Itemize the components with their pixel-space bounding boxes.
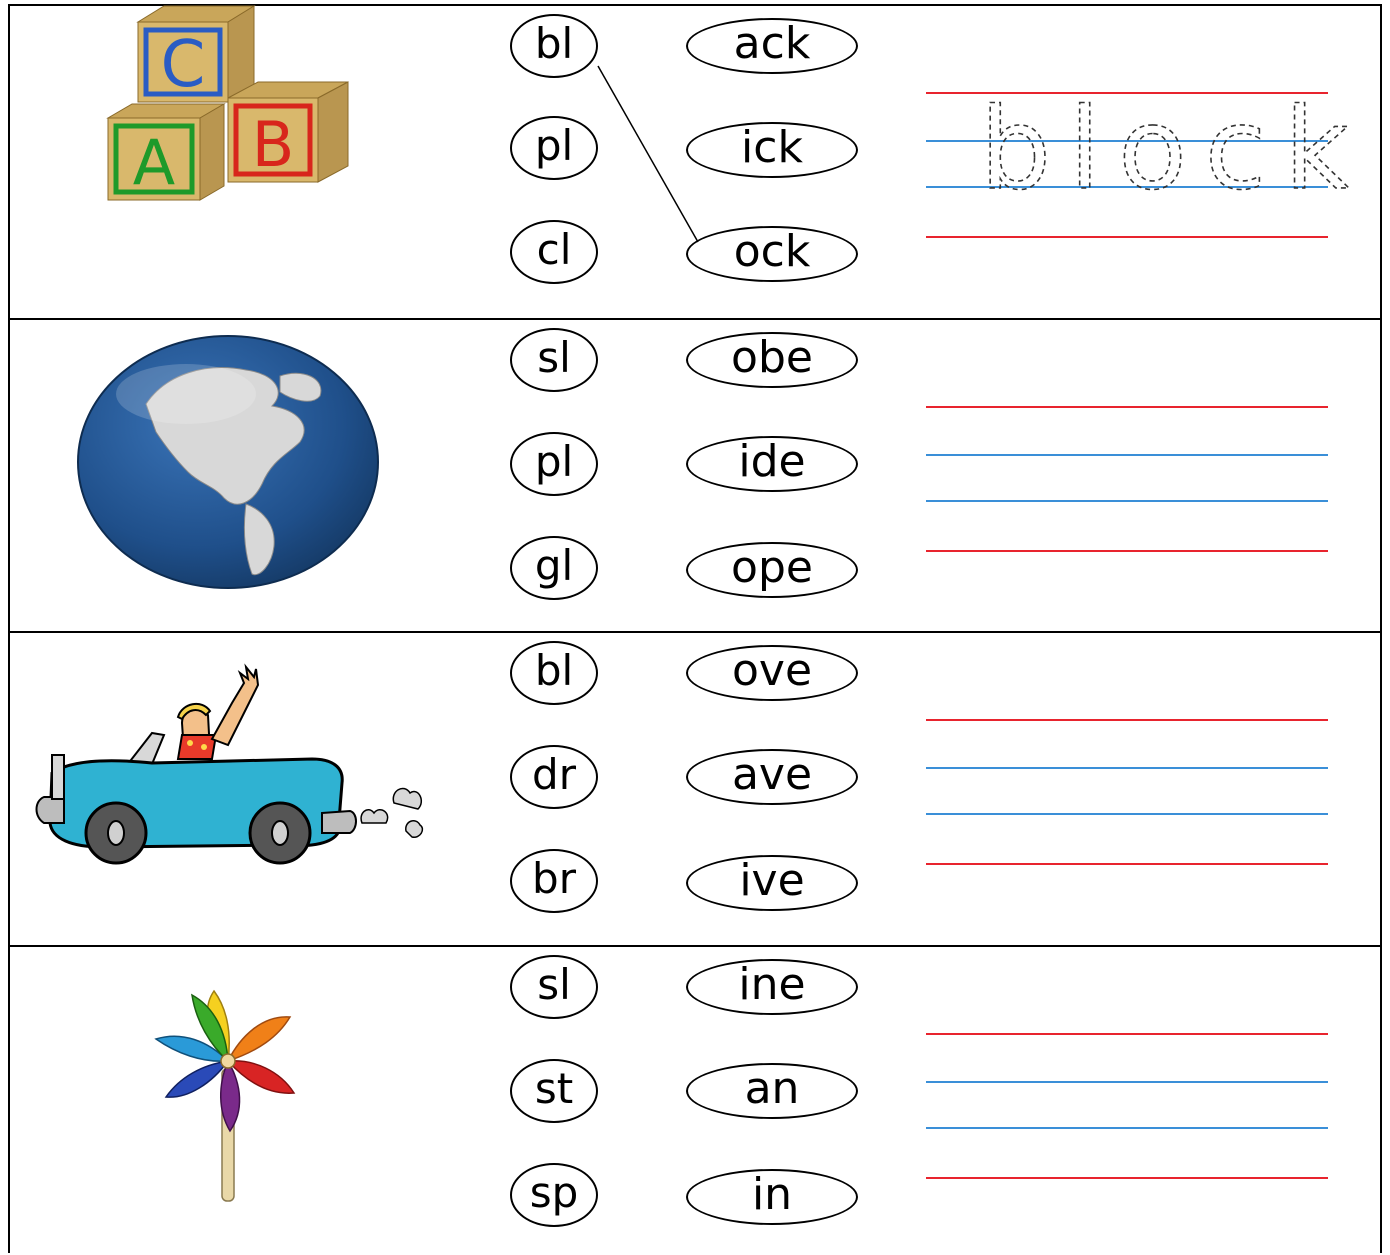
row-blocks <box>10 6 1380 320</box>
blend-option[interactable]: dr <box>510 745 598 809</box>
guide-line-upper <box>926 454 1328 456</box>
ending-option[interactable]: ick <box>686 122 858 178</box>
blend-option[interactable]: pl <box>510 432 598 496</box>
guide-line-top <box>926 406 1328 408</box>
blend-option[interactable]: sl <box>510 328 598 392</box>
row-pinwheel <box>10 947 1380 1255</box>
blend-option[interactable]: st <box>510 1059 598 1123</box>
guide-line-top <box>926 1033 1328 1035</box>
guide-line-bottom <box>926 236 1328 238</box>
ending-option[interactable]: ine <box>686 959 858 1015</box>
ending-option[interactable]: ack <box>686 18 858 74</box>
blend-option[interactable]: bl <box>510 641 598 705</box>
ending-option[interactable]: ope <box>686 542 858 598</box>
blend-option[interactable]: cl <box>510 220 598 284</box>
blend-option[interactable]: bl <box>510 14 598 78</box>
guide-line-bottom <box>926 863 1328 865</box>
ending-option[interactable]: in <box>686 1169 858 1225</box>
blend-option[interactable]: gl <box>510 536 598 600</box>
blend-option[interactable]: sp <box>510 1163 598 1227</box>
row-car <box>10 633 1380 947</box>
block-letter-c: C <box>160 28 206 102</box>
worksheet <box>8 4 1382 1253</box>
guide-line-bottom <box>926 550 1328 552</box>
ending-option[interactable]: obe <box>686 332 858 388</box>
ending-option[interactable]: ide <box>686 436 858 492</box>
block-letter-b: B <box>251 108 295 181</box>
blend-option[interactable]: br <box>510 849 598 913</box>
answer-word: block <box>980 85 1368 215</box>
ending-option[interactable]: ive <box>686 855 858 911</box>
blend-option[interactable]: sl <box>510 955 598 1019</box>
guide-line-upper <box>926 767 1328 769</box>
guide-line-lower <box>926 813 1328 815</box>
ending-option[interactable]: ave <box>686 749 858 805</box>
guide-line-upper <box>926 1081 1328 1083</box>
alphabet-blocks-image <box>104 6 354 206</box>
row-globe <box>10 320 1380 633</box>
guide-line-top <box>926 719 1328 721</box>
guide-line-lower <box>926 500 1328 502</box>
blend-option[interactable]: pl <box>510 116 598 180</box>
ending-option[interactable]: ock <box>686 226 858 282</box>
globe-image <box>76 334 380 590</box>
ending-option[interactable]: ove <box>686 645 858 701</box>
ending-option[interactable]: an <box>686 1063 858 1119</box>
traced-answer-word <box>926 85 1368 215</box>
car-driver-image <box>32 663 426 885</box>
pinwheel-image <box>140 981 316 1203</box>
block-letter-a: A <box>132 126 176 199</box>
guide-line-lower <box>926 1127 1328 1129</box>
guide-line-bottom <box>926 1177 1328 1179</box>
